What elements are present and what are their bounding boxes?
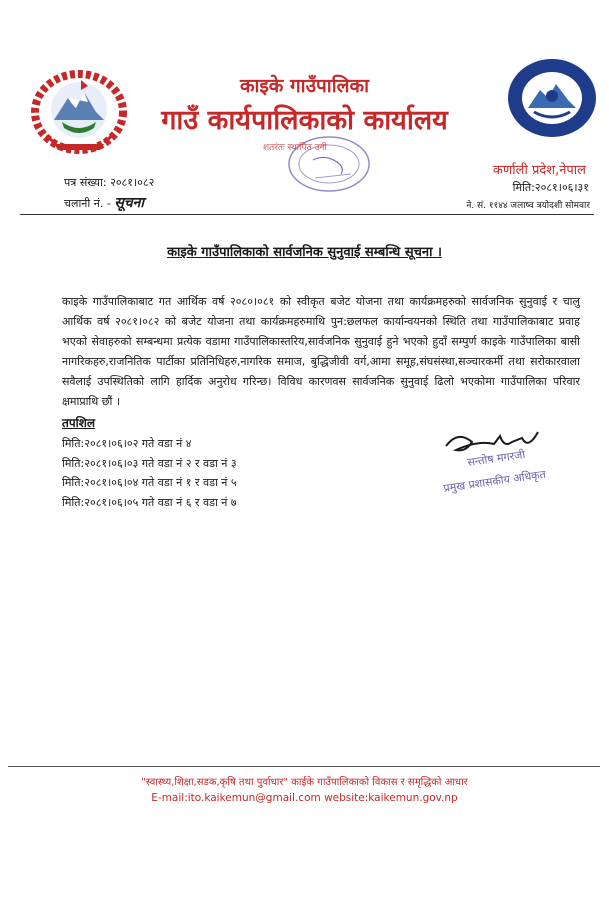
office-seal-stamp [255, 134, 373, 196]
municipality-name: काइके गाउँपालिका [239, 75, 370, 97]
office-name: गाउँ कार्यपालिकाको कार्यालय [161, 105, 448, 136]
nepal-samvat-date: ने. सं. ११४४ जलाष्व त्रयोदशी सोमवार [466, 201, 590, 211]
dispatch-label: चलानी नं. - [64, 197, 111, 210]
signatory-title: प्रमुख प्रशासकीय अधिकृत [442, 467, 547, 495]
dispatch-number [64, 193, 144, 212]
dispatch-value: सूचना [114, 195, 145, 211]
footer-motto: "स्वास्थ्य,शिक्षा,सडक,कृषि तथा पुर्वाधार" काईके गाउँपालिकाको विकास र समृद्धिको आधार [141, 777, 468, 788]
schedule-item: मिति:२०८१।०६।०२ गते वडा नं ४ [62, 437, 192, 450]
notice-body: काइके गाउँपालिकाबाट गत आर्थिक वर्ष २०८०।०८१ को स्वीकृत बजेट योजना तथा कार्यक्रमहरुको सार्वजनिक सुनुवाई र चालु आर्थिक वर्ष २०८१।०८२ को बजेट योजना तथा कार्यक्रमहरुमाथि पुन:छलफल कार्यान्वयनको स्थिति तथा गाउँपालिकाबाट प्रवाह भएको सेवाहरुको सम्बन्धमा प्रत्येक वडामा गाउँपालिकास्तरिय,सार्वजनिक सुनुवाई हुने भएको हुदाँ सम्पुर्ण काइके गाउँपालिका बासी नागरिकहरु,राजनितिक पार्टीका प्रतिनिधिहरु,नागरिक समाज, बुद्धिजीवी वर्ग,आमा समूह,संघसंस्था,सञ्चारकर्मी तथा सरोकारवाला सवैलाई उपस्थितिको लागि हार्दिक अनुरोध गरिन्छ। विविध कारणवस सार्वजनिक सुनुवाई ढिलो भएकोमा गाउँपालिका परिवार क्षमाप्राथि छौं । [62, 295, 580, 408]
province-text: कर्णाली प्रदेश,नेपाल [492, 163, 586, 178]
footer-contact: E-mail:ito.kaikemun@gmail.com website:kaikemun.gov.np [151, 792, 458, 804]
details-heading: तपशिल [62, 416, 96, 430]
schedule-item: मिति:२०८१।०६।०३ गते वडा नं २ र वडा नं ३ [62, 457, 237, 470]
header-divider [20, 214, 594, 215]
schedule-item: मिति:२०८१।०६।०४ गते वडा नं १ र वडा नं ५ [62, 476, 237, 489]
stamp-text: शतरंतः स्थापित उनी [263, 143, 327, 153]
schedule-item: मिति:२०८१।०६।०५ गते वडा नं ६ र वडा नं ७ [62, 496, 237, 509]
letter-date: मिति:२०८१।०६।३१ [512, 181, 589, 194]
footer-divider [8, 766, 600, 767]
notice-heading: काइके गाउँपालिकाको सार्वजनिक सुनुवाई सम्बन्धि सूचना । [167, 245, 442, 260]
reference-number: पत्र संख्या: २०८१।०८२ [64, 176, 155, 189]
signature-block [438, 422, 590, 502]
signatory-name: सन्तोष मगरजी [466, 448, 526, 469]
